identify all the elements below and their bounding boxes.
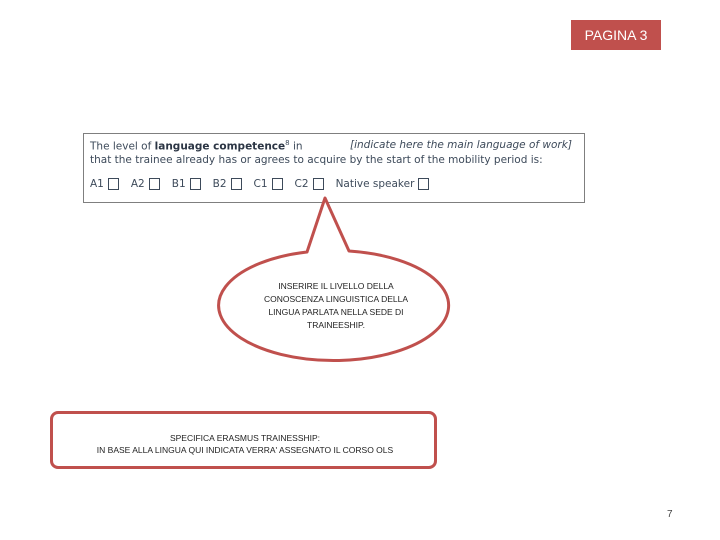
callout-line-3: LINGUA PARLATA NELLA SEDE DI [268,307,404,317]
level-c2-label: C2 [294,178,309,190]
level-a2-label: A2 [130,178,145,190]
level-c1-label: C1 [253,178,268,190]
level-b2-label: B2 [212,178,227,190]
note-line-1: SPECIFICA ERASMUS TRAINESSHIP: [169,433,321,443]
form-line1-prefix: The level of [90,140,155,153]
callout-line-1: INSERIRE IL LIVELLO DELLA [278,281,394,291]
callout-text [236,280,436,332]
level-b1-label: B1 [171,178,186,190]
level-a1-label: A1 [90,178,104,190]
page-label-text: PAGINA 3 [584,27,648,43]
erasmus-note-text [50,432,440,456]
page-number: 7 [667,509,673,520]
form-line-2: that the trainee already has or agrees to acquire by the start of the mobility period is: [90,154,543,166]
callout-line-4: TRAINEESHIP. [307,320,365,330]
form-line1-suffix: in [289,140,303,153]
language-hint: [indicate here the main language of work] [350,139,572,151]
note-line-2: IN BASE ALLA LINGUA QUI INDICATA VERRA' ASSEGNATO IL CORSO OLS [96,445,394,455]
callout-line-2: CONOSCENZA LINGUISTICA DELLA [263,294,409,304]
form-line1-bold: language competence [154,140,286,153]
footnote-mark: 8 [285,139,290,147]
level-native-label: Native speaker [335,178,415,190]
